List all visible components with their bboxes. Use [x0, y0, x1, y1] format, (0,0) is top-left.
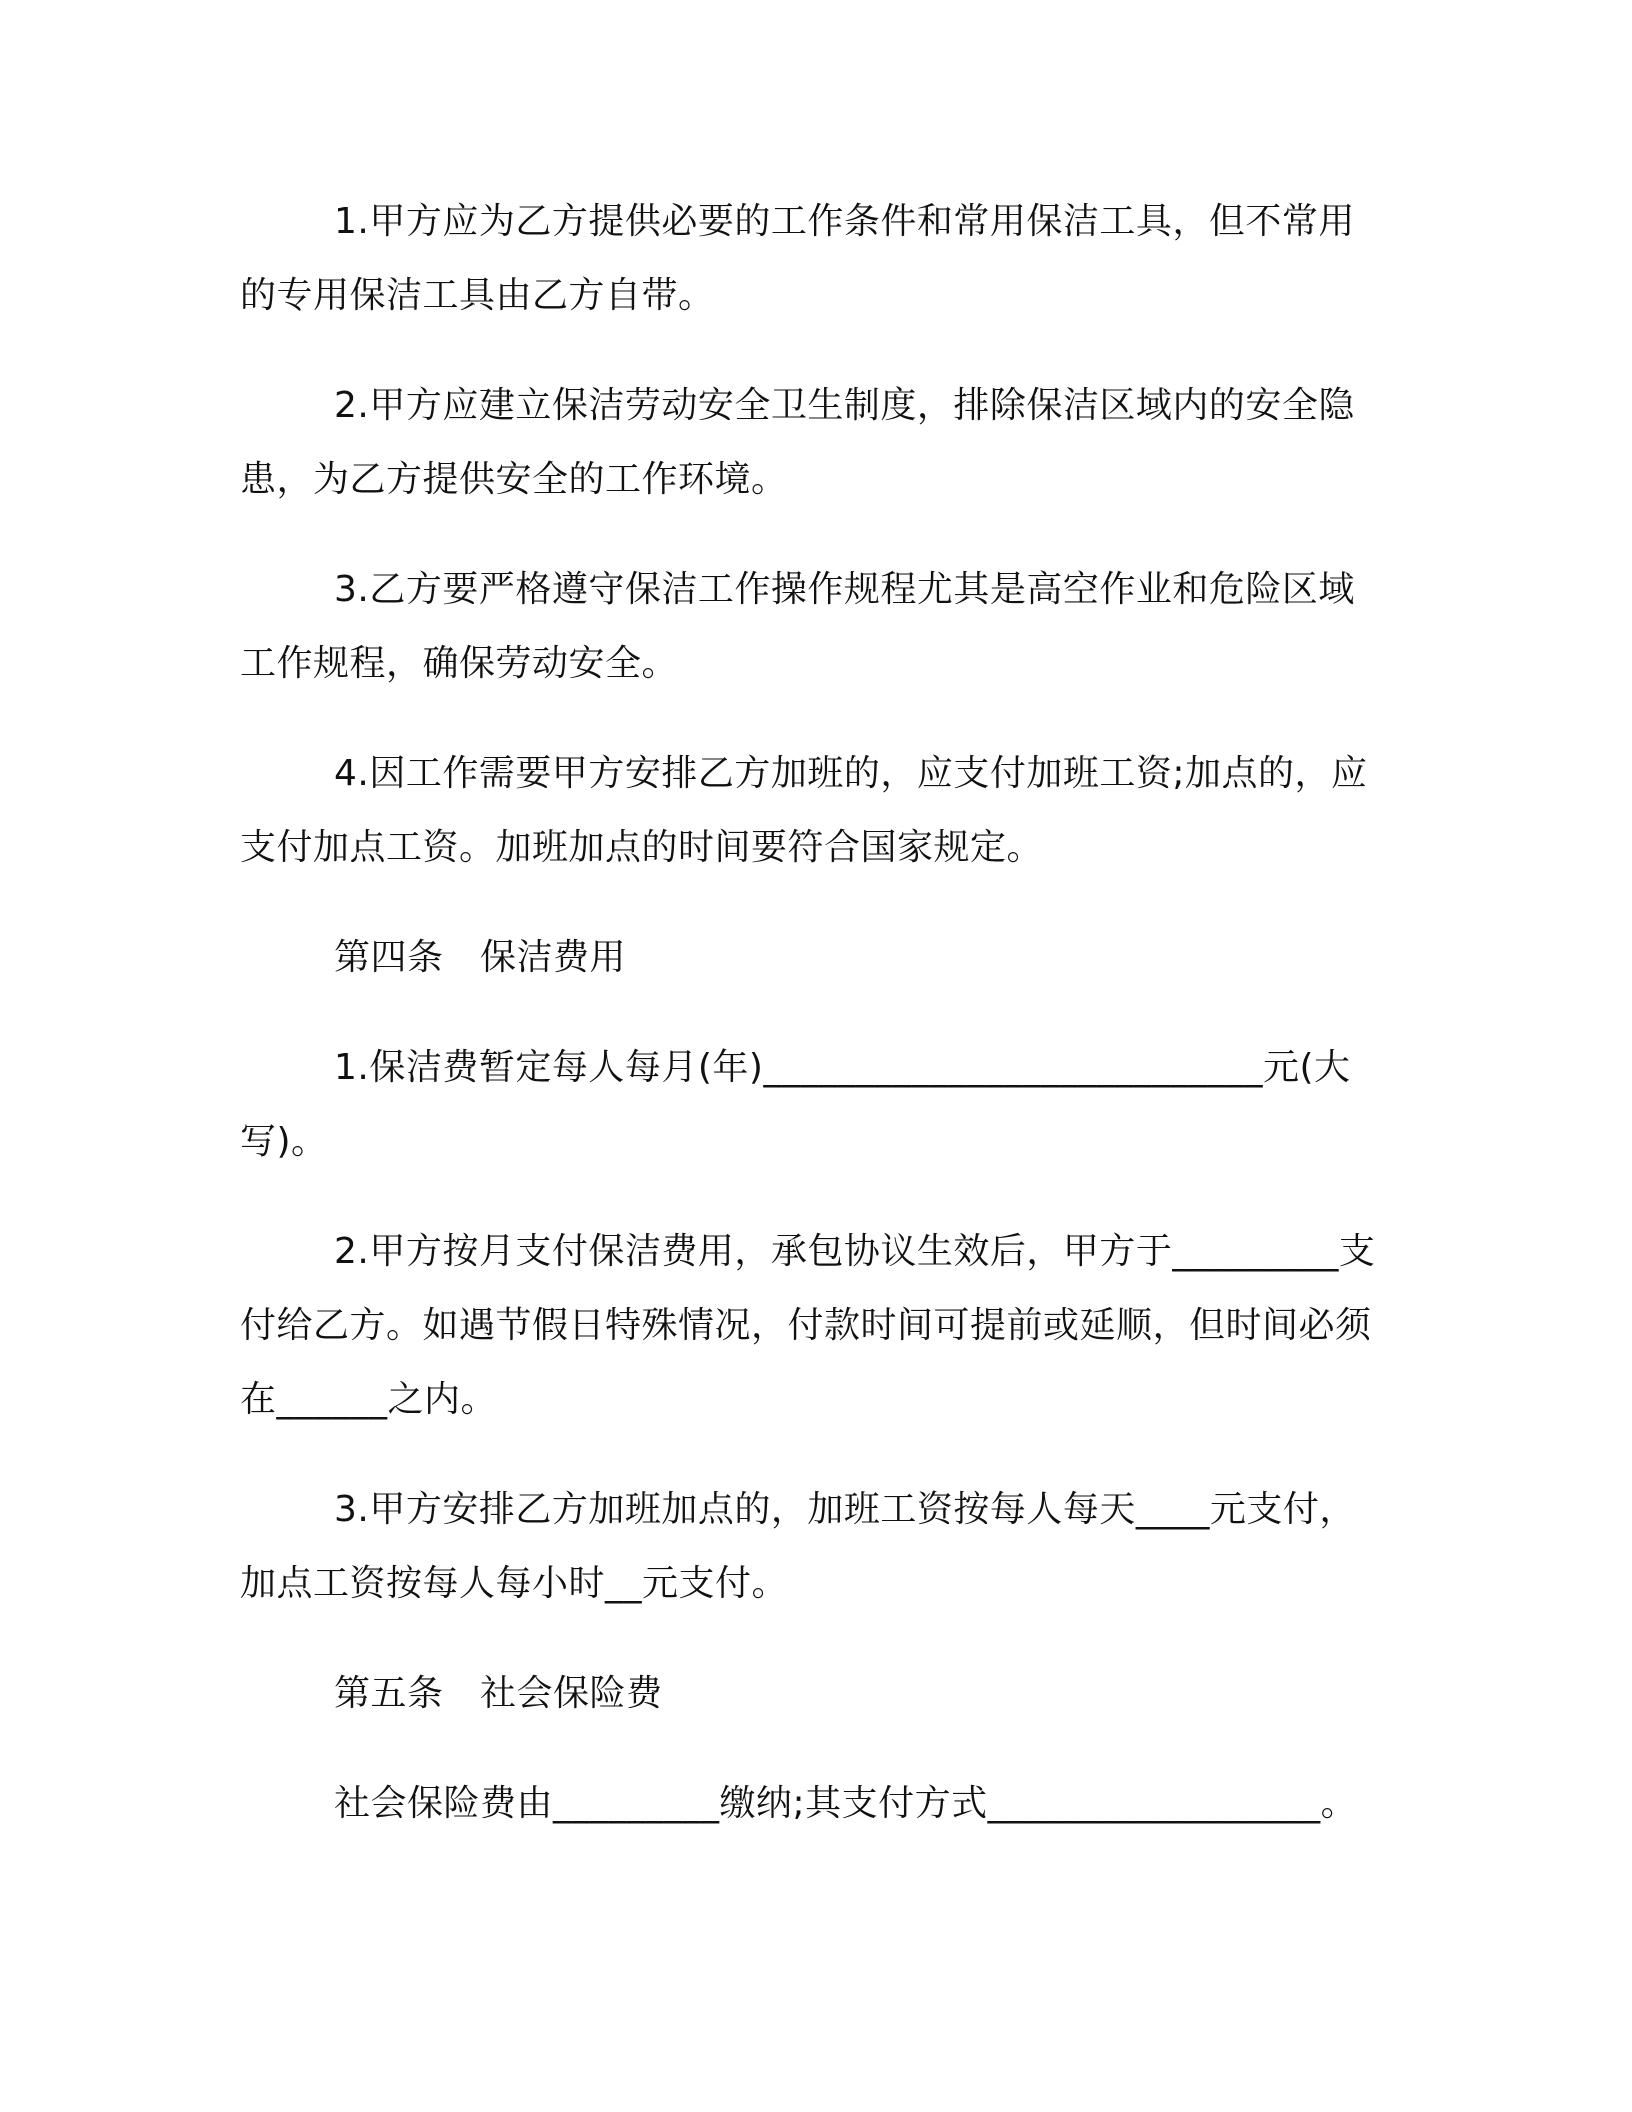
- clause-paragraph-1: 1.甲方应为乙方提供必要的工作条件和常用保洁工具，但不常用的专用保洁工具由乙方自带。: [240, 201, 1355, 316]
- section-4-paragraph-1: 1.保洁费暂定每人每月(年)___________________________元(大写)。: [240, 1047, 1351, 1162]
- section-4-paragraph-3: 3.甲方安排乙方加班加点的，加班工资按每人每天____元支付，加点工资按每人每小时__元支付。: [240, 1489, 1356, 1604]
- section-5-paragraph-1: 社会保险费由_________缴纳;其支付方式__________________。: [334, 1783, 1358, 1824]
- section-4-paragraph-2: 2.甲方按月支付保洁费用，承包协议生效后，甲方于_________支付给乙方。如遇节假日特殊情况，付款时间可提前或延顺，但时间必须在______之内。: [240, 1231, 1376, 1420]
- section-4-heading: 第四条 保洁费用: [334, 937, 627, 978]
- clause-paragraph-2: 2.甲方应建立保洁劳动安全卫生制度，排除保洁区域内的安全隐患，为乙方提供安全的工作环境。: [240, 385, 1355, 500]
- clause-paragraph-3: 3.乙方要严格遵守保洁工作操作规程尤其是高空作业和危险区域工作规程，确保劳动安全。: [240, 569, 1355, 684]
- document-body: [240, 185, 1380, 1877]
- clause-paragraph-4: 4.因工作需要甲方安排乙方加班的，应支付加班工资;加点的，应支付加点工资。加班加点的时间要符合国家规定。: [240, 753, 1368, 868]
- section-5-heading: 第五条 社会保险费: [334, 1673, 663, 1714]
